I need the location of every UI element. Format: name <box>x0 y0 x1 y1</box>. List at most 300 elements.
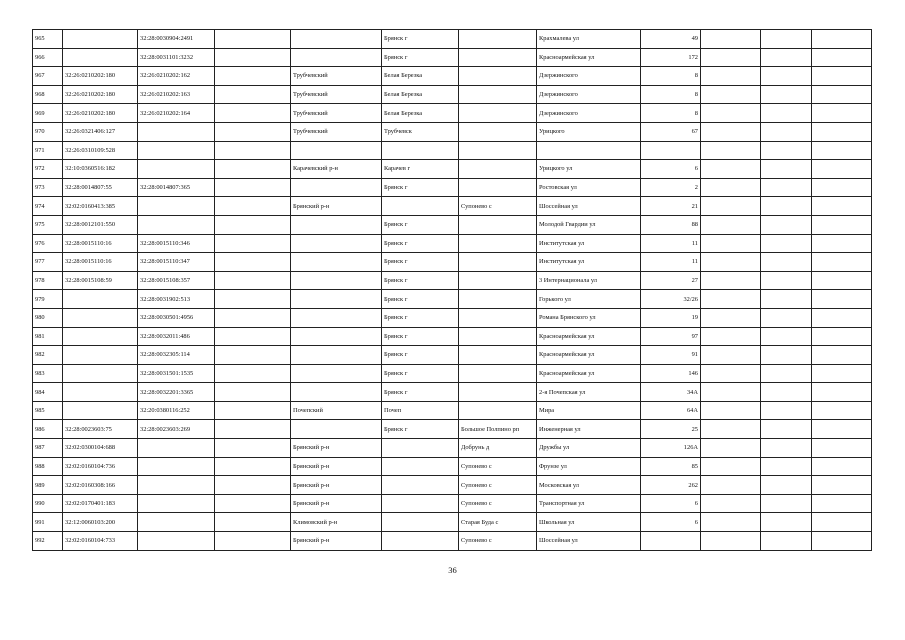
street-cell: Институтская ул <box>537 253 641 272</box>
row-number-cell: 965 <box>33 30 63 49</box>
extra-1-cell <box>701 104 761 123</box>
cadastral-number-cell: 32:26:0321406:127 <box>63 122 138 141</box>
city-cell: Брянск г <box>382 215 459 234</box>
extra-1-cell <box>701 253 761 272</box>
extra-3-cell <box>812 346 872 365</box>
district-cell <box>291 215 382 234</box>
table-row <box>33 271 872 290</box>
region-cell <box>215 290 291 309</box>
house-number-cell: 32/26 <box>641 290 701 309</box>
table-row <box>33 104 872 123</box>
object-cadastral-number-cell: 32:28:0015108:357 <box>138 271 215 290</box>
extra-3-cell <box>812 122 872 141</box>
street-cell: Шоссейная ул <box>537 532 641 551</box>
cadastral-number-cell: 32:10:0360516:182 <box>63 160 138 179</box>
district-cell: Брянский р-н <box>291 457 382 476</box>
table-row <box>33 308 872 327</box>
cadastral-number-cell <box>63 48 138 67</box>
row-number-cell: 971 <box>33 141 63 160</box>
extra-3-cell <box>812 457 872 476</box>
extra-2-cell <box>761 364 812 383</box>
row-number-cell: 982 <box>33 346 63 365</box>
extra-3-cell <box>812 494 872 513</box>
extra-3-cell <box>812 308 872 327</box>
cadastral-number-cell: 32:26:0310109:528 <box>63 141 138 160</box>
street-cell: Красноармейская ул <box>537 346 641 365</box>
city-cell: Брянск г <box>382 383 459 402</box>
settlement-cell <box>459 48 537 67</box>
settlement-cell: Супонево с <box>459 457 537 476</box>
house-number-cell: 88 <box>641 215 701 234</box>
street-cell: Школьная ул <box>537 513 641 532</box>
object-cadastral-number-cell: 32:28:0030904:2491 <box>138 30 215 49</box>
region-cell <box>215 439 291 458</box>
region-cell <box>215 48 291 67</box>
settlement-cell <box>459 160 537 179</box>
city-cell: Белая Березка <box>382 85 459 104</box>
object-cadastral-number-cell: 32:28:0032011:486 <box>138 327 215 346</box>
extra-2-cell <box>761 215 812 234</box>
street-cell: 2-я Почепская ул <box>537 383 641 402</box>
house-number-cell: 8 <box>641 85 701 104</box>
settlement-cell <box>459 85 537 104</box>
district-cell <box>291 234 382 253</box>
extra-3-cell <box>812 290 872 309</box>
table-row <box>33 513 872 532</box>
extra-3-cell <box>812 439 872 458</box>
cadastral-number-cell <box>63 364 138 383</box>
extra-2-cell <box>761 104 812 123</box>
extra-3-cell <box>812 215 872 234</box>
district-cell <box>291 346 382 365</box>
extra-3-cell <box>812 420 872 439</box>
street-cell: Инженерная ул <box>537 420 641 439</box>
street-cell: Транспортная ул <box>537 494 641 513</box>
cadastral-number-cell: 32:28:0023603:75 <box>63 420 138 439</box>
table-body <box>33 30 872 551</box>
region-cell <box>215 346 291 365</box>
object-cadastral-number-cell: 32:26:0210202:164 <box>138 104 215 123</box>
cadastral-number-cell: 32:28:0015108:59 <box>63 271 138 290</box>
extra-1-cell <box>701 457 761 476</box>
extra-3-cell <box>812 30 872 49</box>
region-cell <box>215 513 291 532</box>
extra-3-cell <box>812 85 872 104</box>
table-row <box>33 48 872 67</box>
settlement-cell <box>459 253 537 272</box>
street-cell: Горького ул <box>537 290 641 309</box>
district-cell <box>291 364 382 383</box>
city-cell <box>382 532 459 551</box>
settlement-cell <box>459 308 537 327</box>
row-number-cell: 990 <box>33 494 63 513</box>
extra-2-cell <box>761 271 812 290</box>
table-row <box>33 67 872 86</box>
street-cell: Красноармейская ул <box>537 364 641 383</box>
district-cell <box>291 141 382 160</box>
extra-3-cell <box>812 401 872 420</box>
table-row <box>33 215 872 234</box>
region-cell <box>215 457 291 476</box>
object-cadastral-number-cell: 32:28:0015110:347 <box>138 253 215 272</box>
region-cell <box>215 308 291 327</box>
extra-3-cell <box>812 104 872 123</box>
district-cell: Трубчевский <box>291 67 382 86</box>
row-number-cell: 975 <box>33 215 63 234</box>
street-cell: Шоссейная ул <box>537 197 641 216</box>
extra-1-cell <box>701 85 761 104</box>
city-cell: Брянск г <box>382 30 459 49</box>
extra-2-cell <box>761 308 812 327</box>
row-number-cell: 979 <box>33 290 63 309</box>
house-number-cell: 49 <box>641 30 701 49</box>
cadastral-number-cell: 32:28:0015110:16 <box>63 253 138 272</box>
registry-table <box>32 29 872 551</box>
region-cell <box>215 30 291 49</box>
settlement-cell <box>459 122 537 141</box>
city-cell: Брянск г <box>382 271 459 290</box>
region-cell <box>215 178 291 197</box>
house-number-cell: 91 <box>641 346 701 365</box>
city-cell: Белая Березка <box>382 104 459 123</box>
settlement-cell <box>459 346 537 365</box>
row-number-cell: 974 <box>33 197 63 216</box>
settlement-cell <box>459 67 537 86</box>
city-cell <box>382 141 459 160</box>
region-cell <box>215 420 291 439</box>
extra-1-cell <box>701 308 761 327</box>
house-number-cell: 146 <box>641 364 701 383</box>
settlement-cell <box>459 290 537 309</box>
table-row <box>33 290 872 309</box>
city-cell <box>382 494 459 513</box>
extra-2-cell <box>761 494 812 513</box>
extra-3-cell <box>812 513 872 532</box>
settlement-cell: Добрунь д <box>459 439 537 458</box>
city-cell: Брянск г <box>382 420 459 439</box>
extra-1-cell <box>701 215 761 234</box>
extra-2-cell <box>761 197 812 216</box>
city-cell: Брянск г <box>382 234 459 253</box>
extra-1-cell <box>701 290 761 309</box>
object-cadastral-number-cell <box>138 197 215 216</box>
cadastral-number-cell: 32:28:0012101:550 <box>63 215 138 234</box>
extra-1-cell <box>701 122 761 141</box>
settlement-cell: Супонево с <box>459 476 537 495</box>
object-cadastral-number-cell <box>138 457 215 476</box>
extra-3-cell <box>812 197 872 216</box>
house-number-cell: 126А <box>641 439 701 458</box>
object-cadastral-number-cell: 32:28:0014807:365 <box>138 178 215 197</box>
extra-2-cell <box>761 48 812 67</box>
city-cell <box>382 457 459 476</box>
row-number-cell: 966 <box>33 48 63 67</box>
extra-2-cell <box>761 439 812 458</box>
house-number-cell: 21 <box>641 197 701 216</box>
table-row <box>33 253 872 272</box>
city-cell: Брянск г <box>382 178 459 197</box>
district-cell <box>291 327 382 346</box>
object-cadastral-number-cell <box>138 494 215 513</box>
city-cell <box>382 476 459 495</box>
district-cell <box>291 290 382 309</box>
extra-2-cell <box>761 513 812 532</box>
street-cell: Фрунзе ул <box>537 457 641 476</box>
extra-1-cell <box>701 327 761 346</box>
row-number-cell: 972 <box>33 160 63 179</box>
district-cell <box>291 253 382 272</box>
cadastral-number-cell: 32:26:0210202:180 <box>63 104 138 123</box>
table-row <box>33 439 872 458</box>
region-cell <box>215 85 291 104</box>
extra-1-cell <box>701 271 761 290</box>
cadastral-number-cell: 32:02:0160104:733 <box>63 532 138 551</box>
row-number-cell: 991 <box>33 513 63 532</box>
cadastral-number-cell: 32:02:0160104:736 <box>63 457 138 476</box>
city-cell: Белая Березка <box>382 67 459 86</box>
district-cell: Брянский р-н <box>291 197 382 216</box>
object-cadastral-number-cell <box>138 532 215 551</box>
district-cell: Почепский <box>291 401 382 420</box>
settlement-cell <box>459 364 537 383</box>
cadastral-number-cell <box>63 327 138 346</box>
extra-3-cell <box>812 160 872 179</box>
region-cell <box>215 234 291 253</box>
street-cell: Дзержинского <box>537 104 641 123</box>
settlement-cell <box>459 141 537 160</box>
settlement-cell: Супонево с <box>459 197 537 216</box>
row-number-cell: 988 <box>33 457 63 476</box>
table-row <box>33 420 872 439</box>
object-cadastral-number-cell: 32:26:0210202:163 <box>138 85 215 104</box>
extra-3-cell <box>812 532 872 551</box>
district-cell <box>291 420 382 439</box>
row-number-cell: 989 <box>33 476 63 495</box>
object-cadastral-number-cell <box>138 122 215 141</box>
street-cell: 3 Интернационала ул <box>537 271 641 290</box>
extra-3-cell <box>812 178 872 197</box>
object-cadastral-number-cell: 32:28:0030501:4956 <box>138 308 215 327</box>
row-number-cell: 978 <box>33 271 63 290</box>
cadastral-number-cell: 32:02:0300104:688 <box>63 439 138 458</box>
row-number-cell: 985 <box>33 401 63 420</box>
region-cell <box>215 215 291 234</box>
city-cell: Брянск г <box>382 364 459 383</box>
district-cell <box>291 271 382 290</box>
settlement-cell: Супонево с <box>459 532 537 551</box>
house-number-cell: 97 <box>641 327 701 346</box>
house-number-cell: 8 <box>641 104 701 123</box>
region-cell <box>215 122 291 141</box>
region-cell <box>215 253 291 272</box>
table-row <box>33 178 872 197</box>
extra-1-cell <box>701 513 761 532</box>
city-cell: Брянск г <box>382 346 459 365</box>
table-row <box>33 327 872 346</box>
district-cell: Брянский р-н <box>291 532 382 551</box>
object-cadastral-number-cell: 32:28:0031902:513 <box>138 290 215 309</box>
extra-1-cell <box>701 532 761 551</box>
extra-2-cell <box>761 141 812 160</box>
object-cadastral-number-cell: 32:28:0031101:3232 <box>138 48 215 67</box>
street-cell: Урицкого <box>537 122 641 141</box>
extra-1-cell <box>701 234 761 253</box>
extra-2-cell <box>761 290 812 309</box>
street-cell: Институтская ул <box>537 234 641 253</box>
region-cell <box>215 104 291 123</box>
extra-2-cell <box>761 327 812 346</box>
extra-3-cell <box>812 48 872 67</box>
row-number-cell: 967 <box>33 67 63 86</box>
extra-1-cell <box>701 383 761 402</box>
house-number-cell: 6 <box>641 513 701 532</box>
house-number-cell: 2 <box>641 178 701 197</box>
region-cell <box>215 197 291 216</box>
cadastral-number-cell: 32:02:0170401:183 <box>63 494 138 513</box>
district-cell: Трубчевский <box>291 104 382 123</box>
table-row <box>33 383 872 402</box>
district-cell: Трубчевский <box>291 122 382 141</box>
city-cell <box>382 513 459 532</box>
extra-2-cell <box>761 346 812 365</box>
object-cadastral-number-cell <box>138 439 215 458</box>
extra-3-cell <box>812 141 872 160</box>
city-cell: Брянск г <box>382 327 459 346</box>
settlement-cell: Супонево с <box>459 494 537 513</box>
table-row <box>33 457 872 476</box>
settlement-cell <box>459 401 537 420</box>
object-cadastral-number-cell: 32:20:0380116:252 <box>138 401 215 420</box>
city-cell: Трубчевск <box>382 122 459 141</box>
street-cell: Московская ул <box>537 476 641 495</box>
object-cadastral-number-cell: 32:28:0023603:269 <box>138 420 215 439</box>
object-cadastral-number-cell <box>138 141 215 160</box>
street-cell: Дзержинского <box>537 67 641 86</box>
row-number-cell: 976 <box>33 234 63 253</box>
street-cell: Дружбы ул <box>537 439 641 458</box>
extra-1-cell <box>701 346 761 365</box>
row-number-cell: 969 <box>33 104 63 123</box>
extra-1-cell <box>701 178 761 197</box>
extra-2-cell <box>761 253 812 272</box>
settlement-cell <box>459 30 537 49</box>
house-number-cell: 19 <box>641 308 701 327</box>
house-number-cell: 172 <box>641 48 701 67</box>
cadastral-number-cell <box>63 290 138 309</box>
house-number-cell: 6 <box>641 160 701 179</box>
city-cell <box>382 439 459 458</box>
extra-1-cell <box>701 420 761 439</box>
house-number-cell: 8 <box>641 67 701 86</box>
extra-1-cell <box>701 401 761 420</box>
district-cell: Климовский р-н <box>291 513 382 532</box>
extra-3-cell <box>812 383 872 402</box>
district-cell <box>291 178 382 197</box>
table-row <box>33 476 872 495</box>
extra-3-cell <box>812 364 872 383</box>
row-number-cell: 968 <box>33 85 63 104</box>
object-cadastral-number-cell: 32:28:0031501:1535 <box>138 364 215 383</box>
table-row <box>33 401 872 420</box>
cadastral-number-cell <box>63 401 138 420</box>
district-cell <box>291 308 382 327</box>
extra-1-cell <box>701 197 761 216</box>
region-cell <box>215 532 291 551</box>
region-cell <box>215 401 291 420</box>
table-row <box>33 85 872 104</box>
cadastral-number-cell: 32:02:0160413:385 <box>63 197 138 216</box>
city-cell: Карачев г <box>382 160 459 179</box>
settlement-cell <box>459 327 537 346</box>
extra-2-cell <box>761 122 812 141</box>
district-cell: Брянский р-н <box>291 439 382 458</box>
street-cell: Ростовская ул <box>537 178 641 197</box>
settlement-cell <box>459 178 537 197</box>
street-cell: Красноармейская ул <box>537 327 641 346</box>
extra-1-cell <box>701 439 761 458</box>
extra-2-cell <box>761 67 812 86</box>
settlement-cell: Старая Буда с <box>459 513 537 532</box>
settlement-cell <box>459 104 537 123</box>
district-cell: Брянский р-н <box>291 494 382 513</box>
row-number-cell: 973 <box>33 178 63 197</box>
object-cadastral-number-cell: 32:28:0032305:114 <box>138 346 215 365</box>
street-cell: Крахмалева ул <box>537 30 641 49</box>
row-number-cell: 980 <box>33 308 63 327</box>
region-cell <box>215 364 291 383</box>
cadastral-number-cell: 32:28:0014807:55 <box>63 178 138 197</box>
row-number-cell: 987 <box>33 439 63 458</box>
row-number-cell: 984 <box>33 383 63 402</box>
cadastral-number-cell <box>63 346 138 365</box>
table-row <box>33 234 872 253</box>
district-cell: Брянский р-н <box>291 476 382 495</box>
cadastral-number-cell: 32:02:0160308:166 <box>63 476 138 495</box>
table-row <box>33 197 872 216</box>
city-cell <box>382 197 459 216</box>
house-number-cell: 11 <box>641 234 701 253</box>
house-number-cell: 6 <box>641 494 701 513</box>
extra-2-cell <box>761 383 812 402</box>
object-cadastral-number-cell: 32:28:0032201:3365 <box>138 383 215 402</box>
extra-2-cell <box>761 420 812 439</box>
cadastral-number-cell <box>63 30 138 49</box>
house-number-cell <box>641 532 701 551</box>
object-cadastral-number-cell: 32:26:0210202:162 <box>138 67 215 86</box>
region-cell <box>215 383 291 402</box>
table-row <box>33 160 872 179</box>
city-cell: Брянск г <box>382 253 459 272</box>
object-cadastral-number-cell <box>138 476 215 495</box>
district-cell: Карачевский р-н <box>291 160 382 179</box>
district-cell: Трубчевский <box>291 85 382 104</box>
extra-1-cell <box>701 160 761 179</box>
street-cell: Дзержинского <box>537 85 641 104</box>
region-cell <box>215 160 291 179</box>
extra-2-cell <box>761 401 812 420</box>
extra-1-cell <box>701 30 761 49</box>
city-cell: Брянск г <box>382 290 459 309</box>
row-number-cell: 992 <box>33 532 63 551</box>
cadastral-number-cell: 32:12:0060103:200 <box>63 513 138 532</box>
settlement-cell <box>459 234 537 253</box>
street-cell: Молодой Гвардии ул <box>537 215 641 234</box>
row-number-cell: 977 <box>33 253 63 272</box>
cadastral-number-cell <box>63 383 138 402</box>
extra-2-cell <box>761 476 812 495</box>
extra-2-cell <box>761 457 812 476</box>
extra-1-cell <box>701 494 761 513</box>
